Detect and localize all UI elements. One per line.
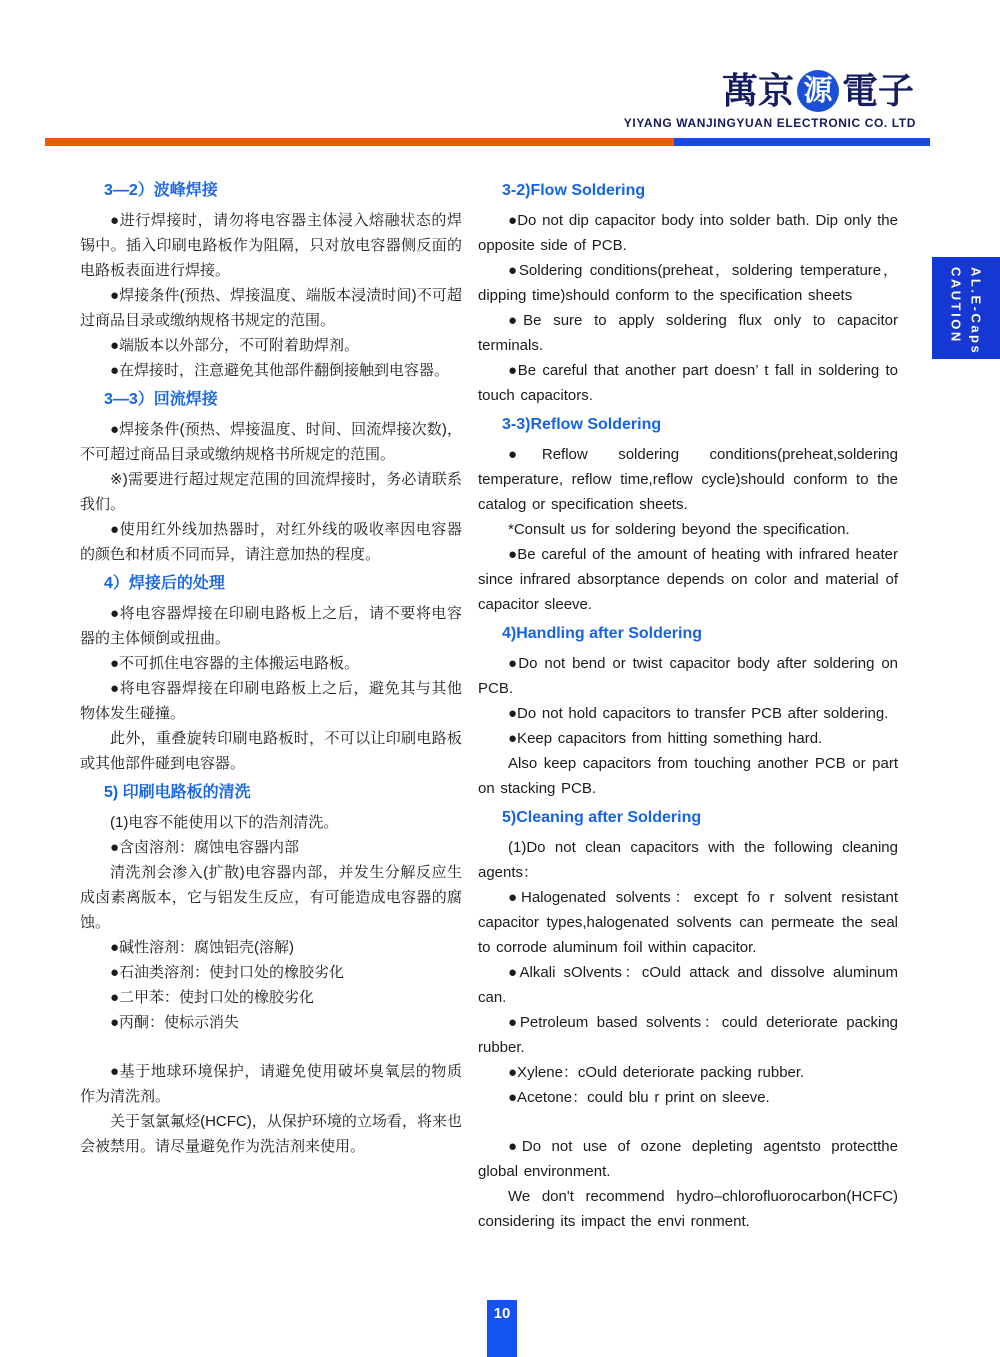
paragraph: ●端版本以外部分，不可附着助焊剂。 (110, 337, 360, 354)
paragraph: We don't recommend hydro–chlorofluorocarbon(HCFC) considering its impact the envi ronment. (478, 1188, 898, 1230)
paragraph: ●进行焊接时，请勿将电容器主体浸入熔融状态的焊锡中。插入印刷电路板作为阻隔，只对放电容器侧反面的电路板表面进行焊接。 (80, 212, 462, 279)
section-heading: 3—3）回流焊接 (104, 391, 218, 408)
right-column-english (478, 174, 898, 1234)
paragraph: 清洗剂会渗入(扩散)电容器内部，并发生分解反应生成卤素离版本，它与铝发生反应，有可能造成电容器的腐蚀。 (80, 864, 462, 931)
paragraph: ●Xylene：cOuld deteriorate packing rubber. (508, 1064, 805, 1081)
paragraph: ●Do not dip capacitor body into solder bath. Dip only the opposite side of PCB. (478, 212, 898, 254)
section-heading: 4）焊接后的处理 (104, 575, 225, 592)
divider-blue-segment (674, 138, 930, 146)
section-heading: 3-3)Reflow Soldering (502, 416, 662, 433)
page-number-badge (487, 1300, 517, 1357)
company-logo (722, 70, 914, 112)
paragraph: Also keep capacitors from touching another PCB or part on stacking PCB. (478, 755, 898, 797)
caution-side-tab (932, 257, 1000, 359)
paragraph: ●Be sure to apply soldering flux only to capacitor terminals. (478, 312, 898, 354)
section-heading: 3-2)Flow Soldering (502, 182, 646, 199)
side-tab-alecaps-label: AL.E-Caps (968, 267, 984, 356)
paragraph: ●Be careful that another part doesn’ t fall in soldering to touch capacitors. (478, 362, 898, 404)
paragraph: ●焊接条件(预热、焊接温度、时间、回流焊接次数)，不可超过商品目录或缴纳规格书所规定的范围。 (80, 421, 462, 463)
paragraph: ●含卤溶剂：腐蚀电容器内部 (110, 839, 300, 856)
paragraph: 此外，重叠旋转印刷电路板时，不可以让印刷电路板或其他部件碰到电容器。 (80, 730, 462, 772)
section-heading: 5)Cleaning after Soldering (502, 809, 702, 826)
paragraph: ●Do not hold capacitors to transfer PCB after soldering. (508, 705, 889, 722)
paragraph: ●将电容器焊接在印刷电路板上之后，请不要将电容器的主体倾倒或扭曲。 (80, 605, 462, 647)
paragraph: *Consult us for soldering beyond the specification. (508, 521, 850, 538)
divider-orange-segment (45, 138, 674, 146)
paragraph: ●不可抓住电容器的主体搬运电路板。 (110, 655, 360, 672)
paragraph: ●焊接条件(预热、焊接温度、端版本浸渍时间)不可超过商品目录或缴纳规格书规定的范围。 (80, 287, 462, 329)
paragraph: ※)需要进行超过规定范围的回流焊接时，务必请联系我们。 (80, 471, 462, 513)
left-column-chinese (80, 174, 462, 1234)
paragraph: ●Halogenated solvents：except fo r solvent resistant capacitor types,halogenated solvents can permeate the seal to corrode aluminum foil within capacitor. (478, 889, 898, 956)
section-heading: 4)Handling after Soldering (502, 625, 703, 642)
paragraph: 关于氢氯氟烃(HCFC)，从保护环境的立场看，将来也会被禁用。请尽量避免作为洗洁剂来使用。 (80, 1113, 462, 1155)
paragraph: ●Be careful of the amount of heating with infrared heater since infrared absorptance depends on color and material of capacitor sleeve. (478, 546, 898, 613)
paragraph: ●碱性溶剂：腐蚀铝壳(溶解) (110, 939, 295, 956)
logo-circle-char: 源 (803, 74, 833, 107)
logo-circle-mark (797, 70, 839, 112)
paragraph: ●基于地球环境保护，请避免使用破坏臭氧层的物质作为清洗剂。 (80, 1063, 462, 1105)
paragraph: ●使用红外线加热器时，对红外线的吸收率因电容器的颜色和材质不同而异，请注意加热的程度。 (80, 521, 462, 563)
paragraph: ●Do not use of ozone depleting agentsto protectthe global environment. (478, 1138, 898, 1180)
paragraph: ●二甲苯：使封口处的橡胶劣化 (110, 989, 315, 1006)
company-name-english: YIYANG WANJINGYUAN ELECTRONIC CO. LTD (623, 116, 916, 130)
paragraph: ●石油类溶剂：使封口处的橡胶劣化 (110, 964, 345, 981)
logo-text-suffix: 電子 (841, 70, 914, 111)
section-heading: 3—2）波峰焊接 (104, 182, 218, 199)
paragraph: ●Acetone：could blu r print on sleeve. (508, 1089, 770, 1106)
paragraph: ●Soldering conditions(preheat，soldering temperature，dipping time)should conform to the specification sheets (478, 262, 898, 304)
paragraph: ●丙酮：使标示消失 (110, 1014, 240, 1031)
page-number: 10 (493, 1305, 511, 1322)
paragraph: (1)Do not clean capacitors with the following cleaning agents： (478, 839, 898, 881)
paragraph: ●Keep capacitors from hitting something hard. (508, 730, 823, 747)
side-tab-caution-label: CAUTION (948, 267, 964, 344)
paragraph: ●在焊接时，注意避免其他部件翻倒接触到电容器。 (110, 362, 450, 379)
paragraph: ●将电容器焊接在印刷电路板上之后，避免其与其他物体发生碰撞。 (80, 680, 462, 722)
paragraph: ●Do not bend or twist capacitor body after soldering on PCB. (478, 655, 898, 697)
paragraph: (1)电容不能使用以下的浩剂清洗。 (110, 814, 339, 831)
header-divider (45, 138, 930, 146)
paragraph: ●Reflow soldering conditions(preheat,soldering temperature, reflow time,reflow cycle)should conform to the catalog or specification sheets. (478, 446, 898, 513)
content-columns (80, 174, 898, 1234)
logo-text-prefix: 萬京 (721, 70, 794, 111)
section-heading: 5) 印刷电路板的清洗 (104, 784, 251, 801)
paragraph: ●Petroleum based solvents：could deteriorate packing rubber. (478, 1014, 898, 1056)
paragraph: ●Alkali sOlvents：cOuld attack and dissolve aluminum can. (478, 964, 898, 1006)
